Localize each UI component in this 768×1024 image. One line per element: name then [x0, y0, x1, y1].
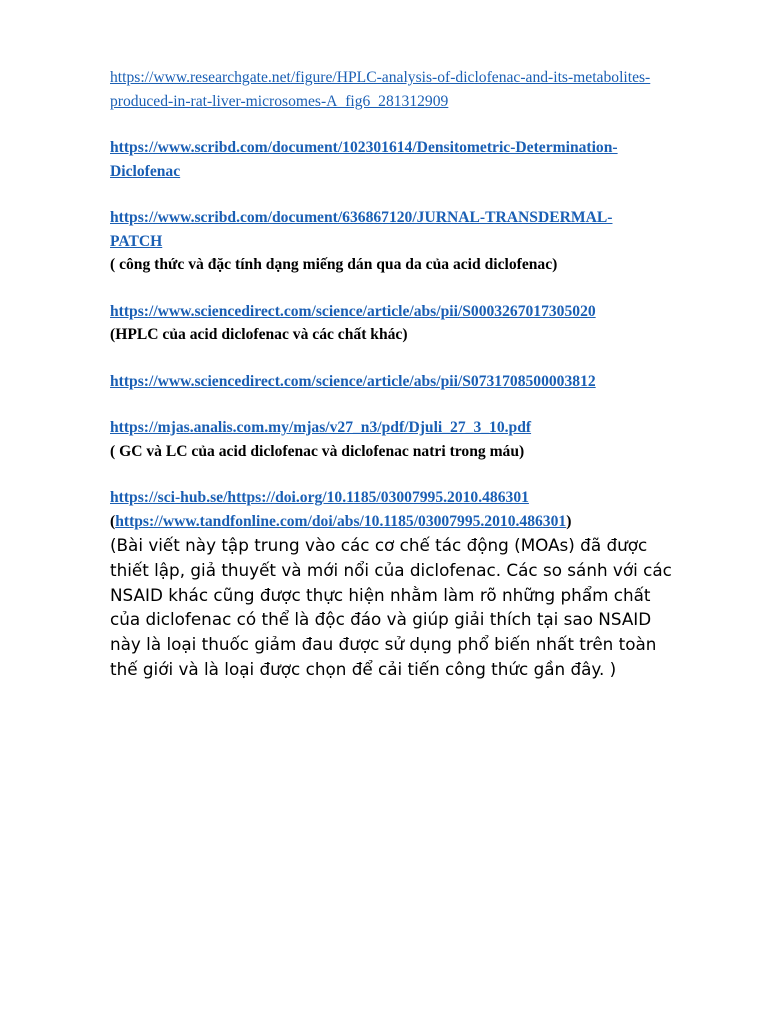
reference-entry-7	[110, 486, 694, 533]
description-line: thế giới và là loại được chọn để cải tiến công thức gần đây. )	[110, 658, 617, 679]
reference-entry-1	[110, 66, 694, 113]
link-line: PATCH	[110, 232, 163, 250]
tandfonline-link[interactable]: https://www.tandfonline.com/doi/abs/10.1185/03007995.2010.486301	[115, 512, 567, 530]
link-line: https://www.sciencedirect.com/science/article/abs/pii/S0731708500003812	[110, 372, 596, 390]
description-line: này là loại thuốc giảm đau được sử dụng phổ biến nhất trên toàn	[110, 634, 657, 655]
reference-entry-5	[110, 370, 694, 394]
link-line: https://www.researchgate.net/figure/HPLC-analysis-of-diclofenac-and-its-metabolites-	[110, 69, 651, 86]
mjas-link[interactable]	[110, 416, 694, 440]
scribd-densitometric-link[interactable]	[110, 136, 694, 183]
link-line: https://www.sciencedirect.com/science/article/abs/pii/S0003267017305020	[110, 302, 596, 320]
description-line: của diclofenac có thể là độc đáo và giúp giải thích tại sao NSAID	[110, 609, 652, 630]
tandfonline-line	[110, 510, 694, 534]
article-description	[110, 533, 694, 682]
sci-hub-link[interactable]	[110, 486, 694, 510]
description-line: thiết lập, giả thuyết và mới nổi của diclofenac. Các so sánh với các	[110, 559, 672, 580]
reference-note: ( công thức và đặc tính dạng miếng dán qua da của acid diclofenac)	[110, 256, 558, 273]
reference-note: (HPLC của acid diclofenac và các chất khác)	[110, 326, 408, 343]
sciencedirect-link-2[interactable]	[110, 370, 694, 394]
description-line: (Bài viết này tập trung vào các cơ chế tác động (MOAs) đã được	[110, 535, 648, 555]
reference-entry-2	[110, 136, 694, 183]
link-line: https://sci-hub.se/https://doi.org/10.1185/03007995.2010.486301	[110, 489, 529, 506]
document-body	[110, 66, 694, 682]
researchgate-link[interactable]	[110, 66, 694, 113]
link-line: https://mjas.analis.com.my/mjas/v27_n3/pdf/Djuli_27_3_10.pdf	[110, 419, 532, 436]
paren-open: (	[110, 512, 116, 530]
paren-close: )	[566, 512, 572, 530]
description-line: NSAID khác cũng được thực hiện nhằm làm rõ những phẩm chất	[110, 584, 651, 605]
reference-entry-3	[110, 206, 694, 277]
link-line: Diclofenac	[110, 162, 181, 180]
scribd-transdermal-link[interactable]	[110, 206, 694, 253]
link-line: produced-in-rat-liver-microsomes-A_fig6_281312909	[110, 92, 449, 110]
link-line: https://www.scribd.com/document/102301614/Densitometric-Determination-	[110, 139, 618, 156]
reference-note: ( GC và LC của acid diclofenac và diclofenac natri trong máu)	[110, 442, 525, 460]
link-line: https://www.scribd.com/document/636867120/JURNAL-TRANSDERMAL-	[110, 209, 613, 226]
reference-entry-4	[110, 300, 694, 347]
reference-entry-6	[110, 416, 694, 463]
sciencedirect-link-1[interactable]	[110, 300, 694, 324]
